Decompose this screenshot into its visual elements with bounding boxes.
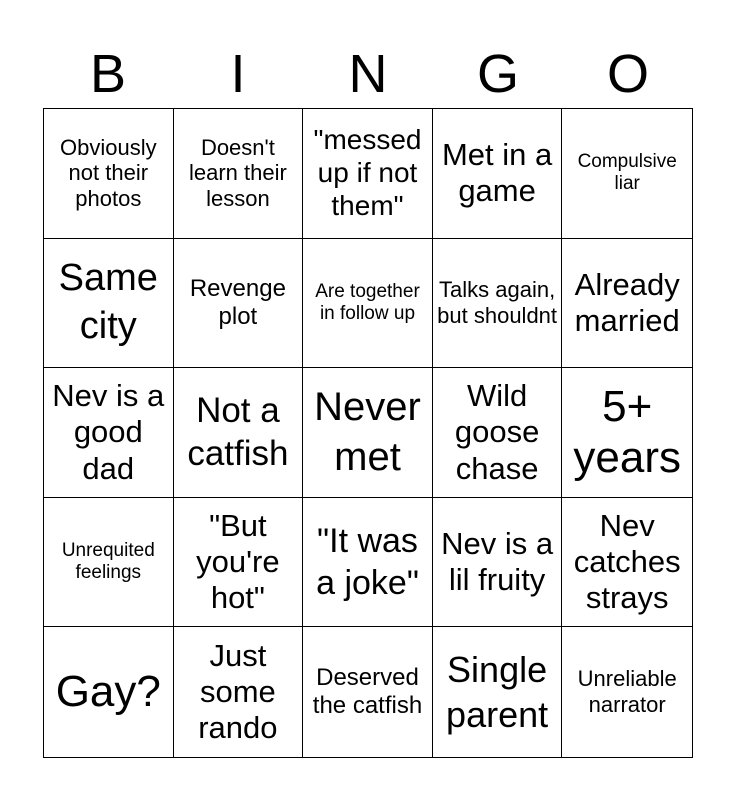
cell-label: Just some rando [198, 637, 278, 746]
header-letter-g: G [476, 44, 519, 104]
cell-label: Wild goose chase [454, 378, 540, 486]
bingo-cell-r4c3[interactable] [303, 498, 433, 628]
cell-label: Obviously not their photos [60, 134, 157, 212]
cell-label: Already married [574, 266, 680, 338]
bingo-cell-r5c2[interactable] [174, 627, 304, 757]
bingo-cell-r5c1[interactable] [44, 627, 174, 757]
bingo-cell-r2c4[interactable] [433, 239, 563, 369]
cell-label: Not a catfish [187, 390, 289, 474]
cell-label: "But you're hot" [196, 507, 280, 616]
cell-label: Are together in follow up [315, 280, 420, 324]
bingo-cell-r3c1[interactable] [44, 368, 174, 498]
bingo-cell-r4c2[interactable] [174, 498, 304, 628]
cell-label: Same city [58, 257, 158, 347]
cell-label: Nev catches strays [573, 507, 681, 616]
header-letter-i: I [230, 44, 246, 104]
bingo-board [43, 108, 693, 758]
bingo-cell-r5c3[interactable] [303, 627, 433, 757]
bingo-cell-r5c4[interactable] [433, 627, 563, 757]
bingo-cell-r2c5[interactable] [562, 239, 692, 369]
bingo-cell-r1c2[interactable] [174, 109, 304, 239]
cell-label: Gay? [55, 667, 161, 717]
cell-label: Deserved the catfish [312, 664, 423, 720]
bingo-cell-r1c5[interactable] [562, 109, 692, 239]
header-letter-n: N [348, 44, 388, 104]
bingo-cell-r3c5[interactable] [562, 368, 692, 498]
cell-label: Nev is a lil fruity [441, 525, 554, 598]
bingo-cell-r2c3[interactable] [303, 239, 433, 369]
bingo-cell-r4c4[interactable] [433, 498, 563, 628]
cell-label: "messed up if not them" [313, 124, 422, 221]
header-letter-o: O [606, 44, 649, 104]
cell-label: Doesn't learn their lesson [188, 134, 287, 212]
bingo-cell-r3c3[interactable] [303, 368, 433, 498]
bingo-cell-r1c1[interactable] [44, 109, 174, 239]
bingo-cell-r1c3[interactable] [303, 109, 433, 239]
cell-label: Never met [314, 385, 421, 480]
cell-label: Met in a game [441, 137, 553, 209]
cell-label: Nev is a good dad [52, 378, 165, 486]
bingo-cell-r2c2[interactable] [174, 239, 304, 369]
bingo-cell-r5c5[interactable] [562, 627, 692, 757]
bingo-cell-r1c4[interactable] [433, 109, 563, 239]
bingo-cell-r2c1[interactable] [44, 239, 174, 369]
cell-label: Unreliable narrator [577, 666, 677, 718]
cell-label: 5+ years [573, 382, 681, 483]
cell-label: Compulsive liar [577, 151, 677, 195]
bingo-cell-r3c4[interactable] [433, 368, 563, 498]
header-letter-b: B [89, 44, 127, 104]
cell-label: Revenge plot [189, 274, 286, 330]
bingo-header [43, 40, 693, 108]
cell-label: Single parent [446, 649, 549, 736]
cell-label: Unrequited feelings [61, 539, 155, 584]
cell-label: Talks again, but shouldnt [437, 277, 558, 328]
bingo-cell-r4c5[interactable] [562, 498, 692, 628]
bingo-cell-r3c2[interactable] [174, 368, 304, 498]
bingo-cell-r4c1[interactable] [44, 498, 174, 628]
cell-label: "It was a joke" [316, 521, 419, 603]
